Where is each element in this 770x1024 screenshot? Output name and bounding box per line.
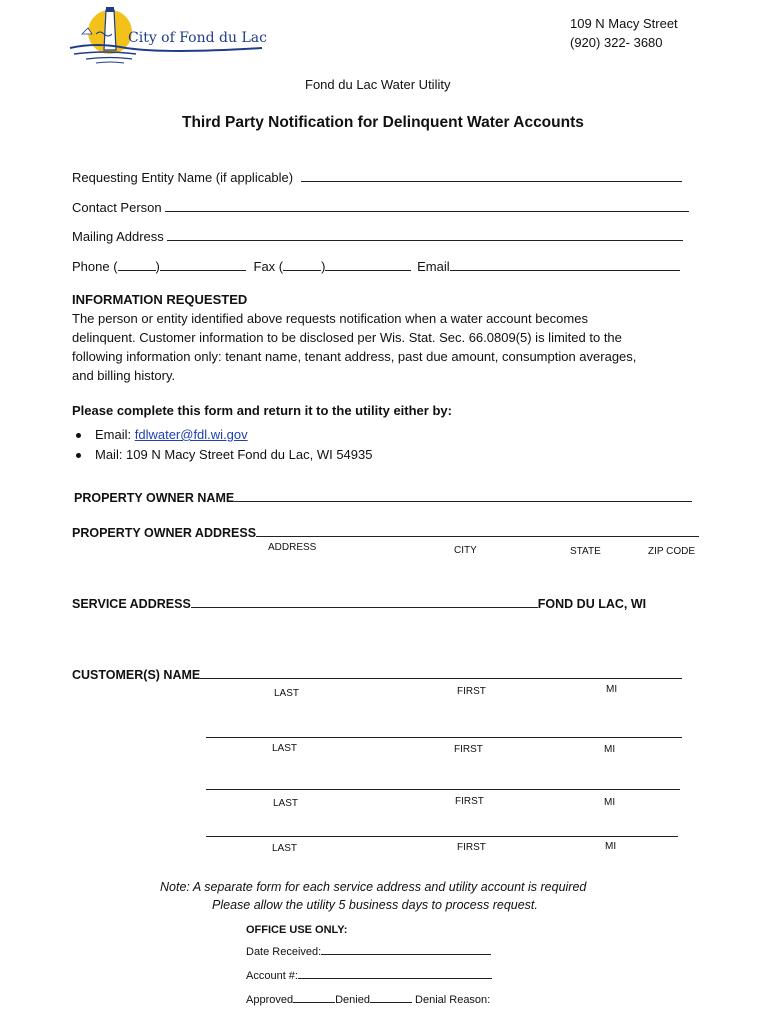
phone-area-field[interactable] [118, 258, 156, 271]
logo-text: City of Fond du Lac [128, 30, 267, 46]
fax-area-field[interactable] [283, 258, 321, 271]
customer-name-row [72, 666, 682, 682]
mailing-address-label: Mailing Address [72, 229, 164, 244]
contact-person-label: Contact Person [72, 200, 162, 215]
email-field[interactable] [450, 258, 680, 271]
denied-label: Denied [335, 994, 370, 1006]
info-heading: INFORMATION REQUESTED [72, 292, 248, 307]
customer-mi-sub: MI [606, 684, 618, 695]
customer-name-field-1[interactable] [200, 666, 682, 679]
contact-person-field[interactable] [165, 199, 689, 212]
utility-name: Fond du Lac Water Utility [305, 77, 451, 92]
customer-last-sub: LAST [273, 798, 299, 809]
email-label: Email [417, 259, 450, 274]
approved-field[interactable] [293, 992, 335, 1003]
owner-address-field[interactable] [256, 524, 699, 537]
customer-mi-sub: MI [604, 797, 616, 808]
mailing-address-row [72, 228, 683, 244]
return-email-prefix: Email: [95, 427, 135, 442]
contact-numbers-row [72, 258, 680, 274]
fax-label: Fax ( [253, 259, 284, 274]
date-received-field[interactable] [321, 944, 491, 955]
header-address: 109 N Macy Street [570, 16, 678, 31]
return-heading: Please complete this form and return it to the utility either by: [72, 403, 452, 418]
header-phone: (920) 322- 3680 [570, 35, 663, 50]
owner-city-sub: CITY [454, 545, 477, 556]
approved-label: Approved [246, 994, 294, 1006]
customer-first-sub: FIRST [457, 842, 486, 853]
owner-address-sub: ADDRESS [268, 542, 317, 553]
info-line-4: and billing history. [72, 368, 176, 383]
owner-address-row [72, 524, 699, 540]
owner-name-field[interactable] [234, 489, 692, 502]
return-email-row [95, 427, 248, 442]
fax-number-field[interactable] [325, 258, 411, 271]
customer-first-sub: FIRST [454, 744, 483, 755]
phone-number-field[interactable] [160, 258, 246, 271]
bullet-icon [76, 453, 81, 458]
account-label: Account #: [246, 970, 298, 982]
return-email-link[interactable]: fdlwater@fdl.wi.gov [134, 427, 248, 442]
owner-name-row [74, 489, 692, 505]
customer-mi-sub: MI [605, 841, 617, 852]
customer-last-sub: LAST [274, 688, 300, 699]
owner-name-label: PROPERTY OWNER NAME [74, 491, 235, 505]
customer-name-label: CUSTOMER(S) NAME [72, 668, 201, 682]
denial-reason-label: Denial Reason: [415, 994, 491, 1006]
service-address-row [72, 595, 646, 611]
contact-person-row [72, 199, 689, 215]
customer-first-sub: FIRST [455, 796, 484, 807]
service-address-suffix: FOND DU LAC, WI [537, 597, 647, 611]
bullet-icon [76, 433, 81, 438]
approval-row [246, 992, 490, 1006]
info-line-1: The person or entity identified above requests notification when a water account becomes [72, 311, 588, 326]
fax-close-paren: ) [321, 259, 326, 274]
customer-name-field-3[interactable] [206, 789, 680, 790]
customer-last-sub: LAST [272, 743, 298, 754]
service-address-label: SERVICE ADDRESS [72, 597, 191, 611]
info-line-3: following information only: tenant name, tenant address, past due amount, consumption averages, [72, 349, 637, 364]
account-row [246, 968, 492, 982]
date-received-label: Date Received: [246, 946, 322, 958]
entity-name-label: Requesting Entity Name (if applicable) [72, 170, 294, 185]
owner-address-label: PROPERTY OWNER ADDRESS [72, 526, 257, 540]
owner-state-sub: STATE [570, 546, 601, 557]
return-mail-line: Mail: 109 N Macy Street Fond du Lac, WI 54935 [95, 447, 373, 462]
form-title: Third Party Notification for Delinquent Water Accounts [182, 114, 584, 131]
service-address-field[interactable] [191, 595, 538, 608]
mailing-address-field[interactable] [167, 228, 683, 241]
phone-close-paren: ) [155, 259, 160, 274]
entity-name-row [72, 169, 682, 185]
account-field[interactable] [298, 968, 492, 979]
phone-label: Phone ( [72, 259, 118, 274]
office-heading: OFFICE USE ONLY: [246, 924, 348, 936]
note-line-1: Note: A separate form for each service address and utility account is required [160, 880, 587, 894]
customer-last-sub: LAST [272, 843, 298, 854]
note-line-2: Please allow the utility 5 business days to process request. [212, 898, 538, 912]
entity-name-field[interactable] [301, 169, 682, 182]
customer-name-field-2[interactable] [206, 737, 682, 738]
info-line-2: delinquent. Customer information to be disclosed per Wis. Stat. Sec. 66.0809(5) is limited to the [72, 330, 622, 345]
date-received-row [246, 944, 491, 958]
city-logo [66, 4, 266, 66]
customer-name-field-4[interactable] [206, 836, 678, 837]
denied-field[interactable] [370, 992, 412, 1003]
customer-first-sub: FIRST [457, 686, 486, 697]
owner-zip-sub: ZIP CODE [648, 546, 696, 557]
customer-mi-sub: MI [604, 744, 616, 755]
